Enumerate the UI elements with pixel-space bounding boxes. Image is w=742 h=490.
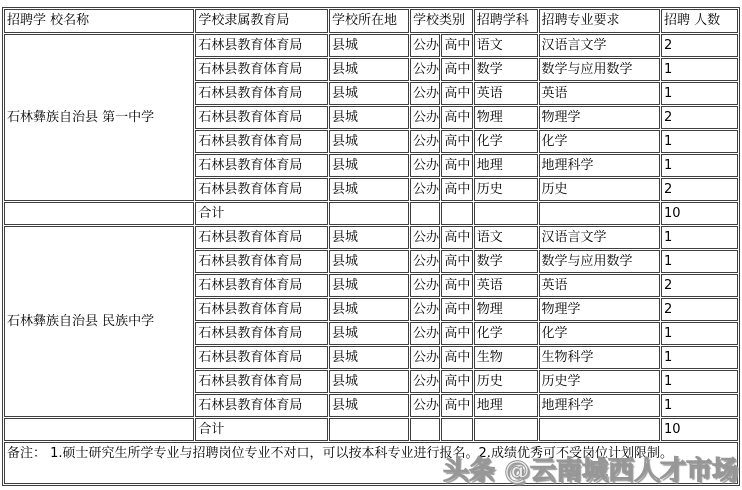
total-count-cell: 10 (661, 202, 738, 225)
level-cell: 高中 (441, 370, 472, 393)
bureau-cell: 石林县教育体育局 (195, 82, 328, 105)
count-cell: 1 (661, 58, 738, 81)
location-cell: 县城 (329, 34, 409, 57)
header-bureau: 学校隶属教育局 (195, 9, 328, 33)
count-cell: 1 (661, 154, 738, 177)
level-cell: 高中 (441, 322, 472, 345)
count-cell: 2 (661, 178, 738, 201)
count-cell: 2 (661, 106, 738, 129)
major-cell: 生物科学 (539, 346, 661, 369)
empty-cell (441, 418, 472, 441)
major-cell: 数学与应用数学 (539, 58, 661, 81)
major-cell: 汉语言文学 (539, 226, 661, 249)
level-cell: 高中 (441, 34, 472, 57)
ownership-cell: 公办 (410, 274, 440, 297)
empty-cell (539, 202, 661, 225)
header-row (4, 9, 738, 33)
empty-cell (410, 418, 440, 441)
location-cell: 县城 (329, 298, 409, 321)
table-body (4, 34, 738, 484)
school-name-cell: 石林彝族自治县 民族中学 (4, 226, 194, 417)
ownership-cell: 公办 (410, 394, 440, 417)
ownership-cell: 公办 (410, 370, 440, 393)
total-label-cell: 合计 (195, 202, 328, 225)
table-row (4, 34, 738, 57)
location-cell: 县城 (329, 322, 409, 345)
note-row (4, 442, 738, 484)
empty-cell (539, 418, 661, 441)
count-cell: 1 (661, 226, 738, 249)
ownership-cell: 公办 (410, 322, 440, 345)
bureau-cell: 石林县教育体育局 (195, 298, 328, 321)
level-cell: 高中 (441, 58, 472, 81)
bureau-cell: 石林县教育体育局 (195, 178, 328, 201)
subject-cell: 地理 (474, 394, 538, 417)
empty-cell (329, 418, 409, 441)
subject-cell: 语文 (474, 34, 538, 57)
subject-cell: 化学 (474, 130, 538, 153)
header-location: 学校所在地 (329, 9, 409, 33)
location-cell: 县城 (329, 346, 409, 369)
major-cell: 物理学 (539, 298, 661, 321)
subject-cell: 英语 (474, 274, 538, 297)
level-cell: 高中 (441, 82, 472, 105)
location-cell: 县城 (329, 370, 409, 393)
subject-cell: 英语 (474, 82, 538, 105)
total-row (4, 418, 738, 441)
level-cell: 高中 (441, 154, 472, 177)
level-cell: 高中 (441, 250, 472, 273)
count-cell: 1 (661, 250, 738, 273)
empty-school-cell (4, 418, 194, 441)
level-cell: 高中 (441, 178, 472, 201)
count-cell: 2 (661, 274, 738, 297)
watermark-text: 头条 @云南城西人才市场 (442, 456, 738, 486)
bureau-cell: 石林县教育体育局 (195, 250, 328, 273)
level-cell: 高中 (441, 106, 472, 129)
count-cell: 2 (661, 34, 738, 57)
location-cell: 县城 (329, 394, 409, 417)
ownership-cell: 公办 (410, 34, 440, 57)
empty-cell (410, 202, 440, 225)
empty-cell (474, 418, 538, 441)
subject-cell: 语文 (474, 226, 538, 249)
empty-cell (474, 202, 538, 225)
major-cell: 数学与应用数学 (539, 250, 661, 273)
major-cell: 物理学 (539, 106, 661, 129)
ownership-cell: 公办 (410, 154, 440, 177)
school-name-cell: 石林彝族自治县 第一中学 (4, 34, 194, 201)
ownership-cell: 公办 (410, 178, 440, 201)
location-cell: 县城 (329, 154, 409, 177)
count-cell: 2 (661, 298, 738, 321)
subject-cell: 数学 (474, 58, 538, 81)
level-cell: 高中 (441, 298, 472, 321)
header-major: 招聘专业要求 (539, 9, 661, 33)
major-cell: 地理科学 (539, 394, 661, 417)
major-cell: 英语 (539, 274, 661, 297)
count-cell: 1 (661, 130, 738, 153)
count-cell: 1 (661, 346, 738, 369)
header-category: 学校类别 (410, 9, 473, 33)
location-cell: 县城 (329, 274, 409, 297)
subject-cell: 历史 (474, 178, 538, 201)
major-cell: 历史学 (539, 370, 661, 393)
ownership-cell: 公办 (410, 298, 440, 321)
location-cell: 县城 (329, 178, 409, 201)
subject-cell: 化学 (474, 322, 538, 345)
ownership-cell: 公办 (410, 130, 440, 153)
bureau-cell: 石林县教育体育局 (195, 370, 328, 393)
level-cell: 高中 (441, 274, 472, 297)
major-cell: 化学 (539, 130, 661, 153)
level-cell: 高中 (441, 346, 472, 369)
location-cell: 县城 (329, 250, 409, 273)
bureau-cell: 石林县教育体育局 (195, 394, 328, 417)
location-cell: 县城 (329, 58, 409, 81)
empty-cell (329, 202, 409, 225)
empty-school-cell (4, 202, 194, 225)
bureau-cell: 石林县教育体育局 (195, 346, 328, 369)
subject-cell: 地理 (474, 154, 538, 177)
bureau-cell: 石林县教育体育局 (195, 58, 328, 81)
ownership-cell: 公办 (410, 250, 440, 273)
location-cell: 县城 (329, 130, 409, 153)
bureau-cell: 石林县教育体育局 (195, 154, 328, 177)
total-label-cell: 合计 (195, 418, 328, 441)
bureau-cell: 石林县教育体育局 (195, 226, 328, 249)
level-cell: 高中 (441, 394, 472, 417)
total-count-cell: 10 (661, 418, 738, 441)
major-cell: 化学 (539, 322, 661, 345)
ownership-cell: 公办 (410, 58, 440, 81)
bureau-cell: 石林县教育体育局 (195, 130, 328, 153)
header-school-name: 招聘学 校名称 (4, 9, 194, 33)
subject-cell: 生物 (474, 346, 538, 369)
subject-cell: 历史 (474, 370, 538, 393)
major-cell: 汉语言文学 (539, 34, 661, 57)
major-cell: 英语 (539, 82, 661, 105)
header-count: 招聘 人数 (661, 9, 738, 33)
recruitment-table (2, 7, 740, 486)
subject-cell: 物理 (474, 298, 538, 321)
major-cell: 历史 (539, 178, 661, 201)
bureau-cell: 石林县教育体育局 (195, 34, 328, 57)
subject-cell: 物理 (474, 106, 538, 129)
ownership-cell: 公办 (410, 82, 440, 105)
location-cell: 县城 (329, 106, 409, 129)
level-cell: 高中 (441, 226, 472, 249)
location-cell: 县城 (329, 226, 409, 249)
bureau-cell: 石林县教育体育局 (195, 106, 328, 129)
count-cell: 1 (661, 370, 738, 393)
total-row (4, 202, 738, 225)
table-row (4, 226, 738, 249)
bureau-cell: 石林县教育体育局 (195, 322, 328, 345)
ownership-cell: 公办 (410, 106, 440, 129)
count-cell: 1 (661, 394, 738, 417)
empty-cell (441, 202, 472, 225)
level-cell: 高中 (441, 130, 472, 153)
major-cell: 地理科学 (539, 154, 661, 177)
header-subject: 招聘学科 (474, 9, 538, 33)
bureau-cell: 石林县教育体育局 (195, 274, 328, 297)
subject-cell: 数学 (474, 250, 538, 273)
count-cell: 1 (661, 82, 738, 105)
count-cell: 1 (661, 322, 738, 345)
ownership-cell: 公办 (410, 346, 440, 369)
note-cell: 备注： 1.硕士研究生所学专业与招聘岗位专业不对口，可以按本科专业进行报名。2.成绩优秀可不受岗位计划限制。 (4, 442, 738, 484)
ownership-cell: 公办 (410, 226, 440, 249)
location-cell: 县城 (329, 82, 409, 105)
